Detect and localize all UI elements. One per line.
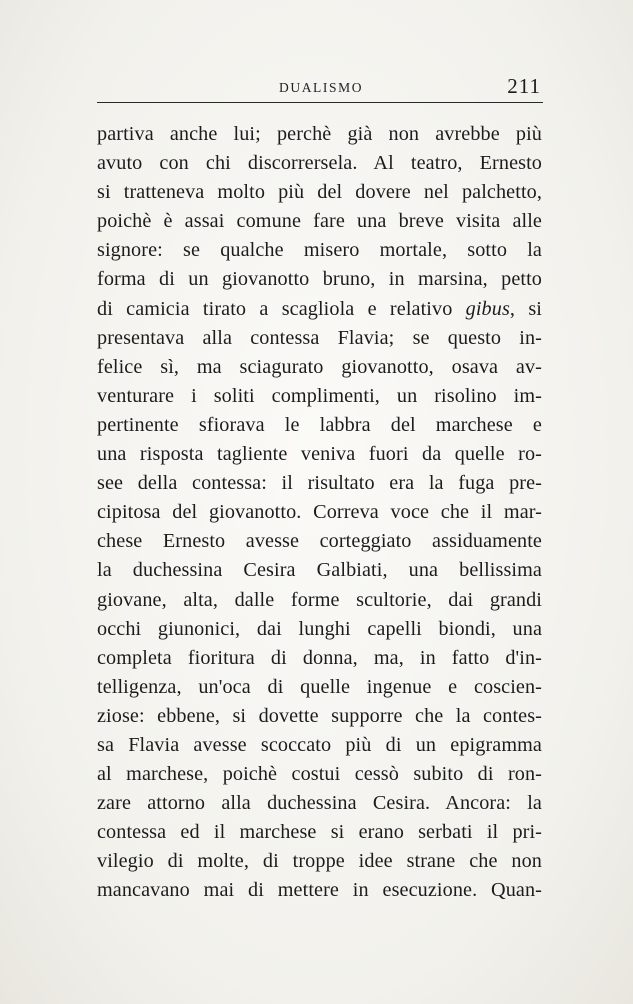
text-line: vilegio di molte, di troppe idee strane che non xyxy=(97,850,542,873)
text-line: contessa ed il marchese si erano serbati il pri- xyxy=(97,821,542,844)
text-line: see della contessa: il risultato era la fuga pre- xyxy=(97,472,542,495)
text-line: occhi giunonici, dai lunghi capelli biondi, una xyxy=(97,617,542,640)
italic-word: gibus xyxy=(465,297,510,320)
text-line: ziose: ebbene, si dovette supporre che la contes- xyxy=(97,704,542,727)
text-line: giovane, alta, dalle forme scultorie, dai grandi xyxy=(97,588,542,611)
text-line: completa fioritura di donna, ma, in fatto d'in- xyxy=(97,646,542,669)
text-line: avuto con chi discorrersela. Al teatro, Ernesto xyxy=(97,152,542,175)
page-number: 211 xyxy=(507,74,541,98)
page-header xyxy=(97,74,543,102)
text-line: presentava alla contessa Flavia; se questo in- xyxy=(97,326,542,349)
text-line: la duchessina Cesira Galbiati, una bellissima xyxy=(97,559,542,582)
text-line: chese Ernesto avesse corteggiato assiduamente xyxy=(97,530,542,553)
text-line: forma di un giovanotto bruno, in marsina, petto xyxy=(97,268,542,291)
text-line: telligenza, un'oca di quelle ingenue e coscien- xyxy=(97,675,542,698)
text-line: zare attorno alla duchessina Cesira. Ancora: la xyxy=(97,792,542,815)
text-line: al marchese, poichè costui cessò subito di ron- xyxy=(97,763,542,786)
text-line: sa Flavia avesse scoccato più di un epigramma xyxy=(97,733,542,756)
text-line: signore: se qualche misero mortale, sotto la xyxy=(97,239,542,262)
text-line: poichè è assai comune fare una breve visita alle xyxy=(97,210,542,233)
text-line: venturare i soliti complimenti, un risolino im- xyxy=(97,384,542,407)
text-line: una risposta tagliente veniva fuori da quelle ro- xyxy=(97,443,542,466)
text-line: mancavano mai di mettere in esecuzione. Quan- xyxy=(97,879,542,902)
text-line: cipitosa del giovanotto. Correva voce che il mar- xyxy=(97,501,542,524)
text-line: di camicia tirato a scagliola e relativo gibus, si xyxy=(97,297,542,320)
body-text xyxy=(97,120,542,906)
text-line: pertinente sfiorava le labbra del marchese e xyxy=(97,413,542,436)
text-line: partiva anche lui; perchè già non avrebbe più xyxy=(97,123,542,145)
text-line: felice sì, ma sciagurato giovanotto, osava av- xyxy=(97,355,542,378)
header-rule xyxy=(97,102,543,103)
text-line: si tratteneva molto più del dovere nel palchetto, xyxy=(97,181,542,204)
running-title: DUALISMO xyxy=(279,80,364,95)
